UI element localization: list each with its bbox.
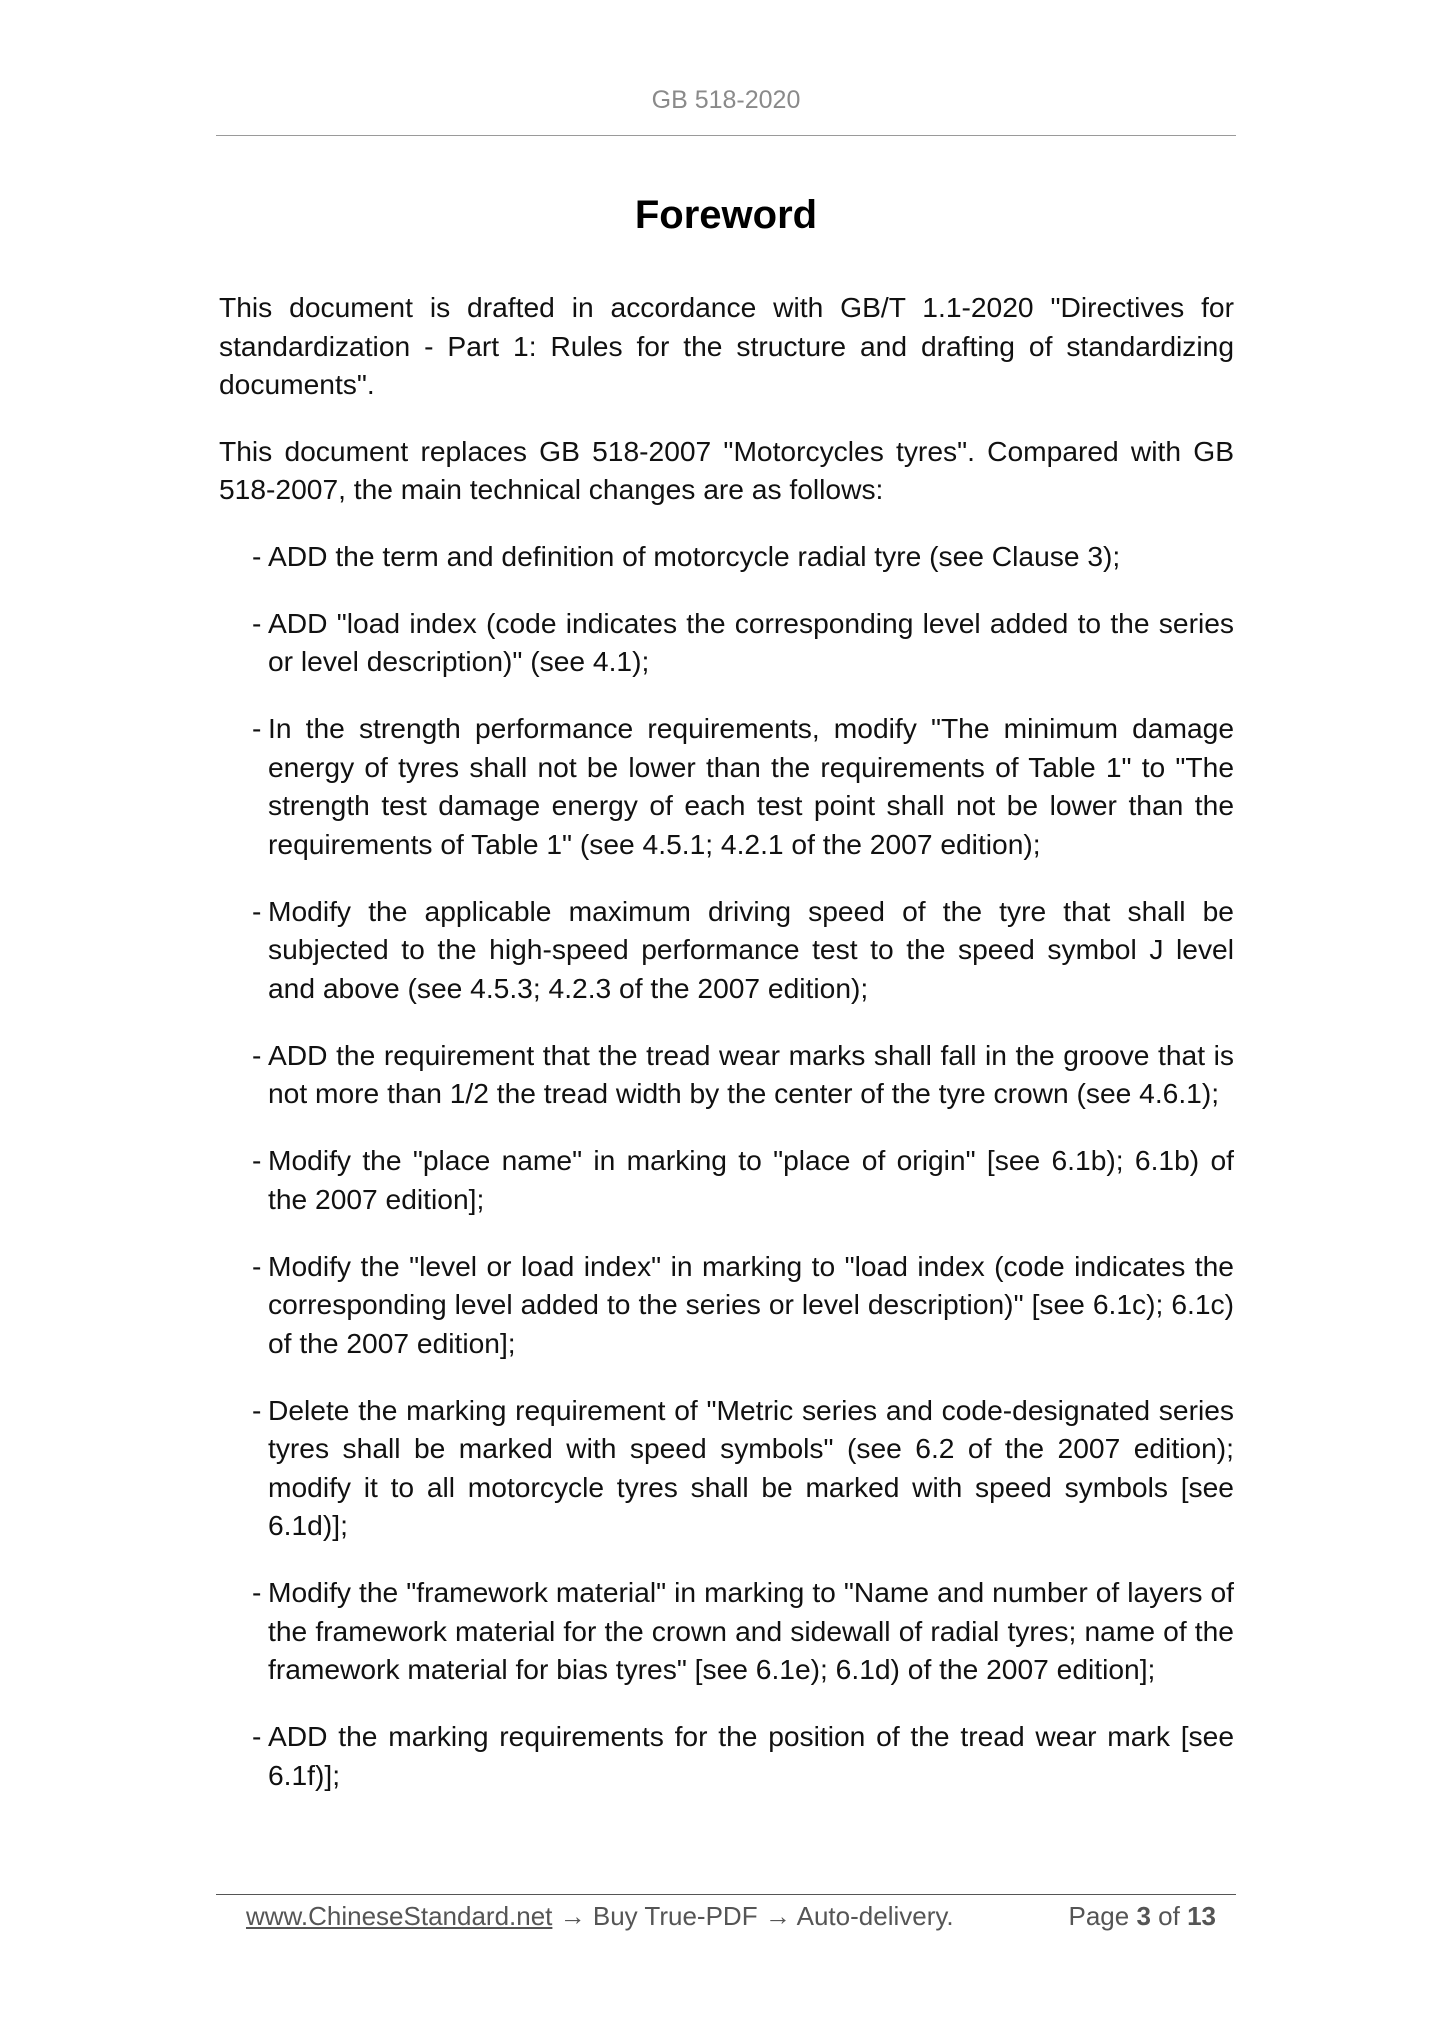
page-title: Foreword (634, 193, 818, 237)
footer-promo (246, 1896, 954, 1936)
footer-step-buy: Buy True-PDF (592, 1901, 758, 1931)
intro-paragraph-replaces: This document replaces GB 518-2007 "Motorcycles tyres". Compared with GB 518-2007, the main technical changes are as follows: (219, 434, 1234, 505)
list-item (252, 1141, 1234, 1218)
list-dash: - (252, 539, 262, 572)
list-item (252, 1717, 1234, 1794)
list-dash: - (252, 1393, 262, 1426)
list-item (252, 1573, 1234, 1689)
website-link[interactable]: www.ChineseStandard.net (246, 1901, 553, 1931)
list-dash: - (252, 894, 262, 927)
list-item (252, 1247, 1234, 1363)
list-item (252, 709, 1234, 863)
list-dash: - (252, 1144, 262, 1176)
page-total: 13 (1187, 1901, 1216, 1931)
page-of-label: of (1158, 1901, 1180, 1931)
list-item-text: ADD "load index (code indicates the corresponding level added to the series or level description)" (see 4.1); (268, 606, 1234, 677)
list-dash: - (252, 606, 262, 639)
list-item-text: ADD the marking requirements for the position of the tread wear mark [see 6.1f)]; (268, 1720, 1234, 1791)
list-item (252, 604, 1234, 681)
page-label: Page (1068, 1901, 1130, 1931)
page-number (1068, 1896, 1216, 1936)
footer-divider (216, 1894, 1236, 1895)
intro-paragraph-drafting: This document is drafted in accordance with GB/T 1.1-2020 "Directives for standardization - Part 1: Rules for the structure and drafting of standardizing documents". (219, 291, 1234, 400)
list-item-text: Delete the marking requirement of "Metric series and code-designated series tyres shall be marked with speed symbols" (see 6.2 of the 2007 edition); modify it to all motorcycle tyres shall be marked with speed symbols [see 6.1d)]; (268, 1393, 1234, 1541)
list-dash: - (252, 1038, 262, 1071)
list-item (252, 1391, 1234, 1545)
list-dash: - (252, 712, 262, 744)
list-item-text: Modify the applicable maximum driving speed of the tyre that shall be subjected to the high-speed performance test to the speed symbol J level and above (see 4.5.3; 4.2.3 of the 2007 edition); (268, 894, 1234, 1004)
document-body (219, 288, 1234, 1823)
list-dash: - (252, 1576, 262, 1608)
list-item-text: Modify the "level or load index" in marking to "load index (code indicates the corresponding level added to the series or level description)" [see 6.1c); 6.1c) of the 2007 edition]; (268, 1249, 1234, 1359)
list-dash: - (252, 1720, 262, 1752)
list-item-text: ADD the term and definition of motorcycle radial tyre (see Clause 3); (268, 539, 1121, 572)
page-current: 3 (1136, 1901, 1151, 1931)
arrow-right-icon: → (764, 1901, 791, 1931)
list-item-text: ADD the requirement that the tread wear marks shall fall in the groove that is not more than 1/2 the tread width by the center of the tyre crown (see 4.6.1); (268, 1038, 1234, 1109)
list-item (252, 892, 1234, 1008)
technical-changes-list (219, 537, 1234, 1795)
list-item (252, 537, 1234, 576)
list-item (252, 1036, 1234, 1113)
arrow-right-icon: → (559, 1901, 586, 1931)
list-item-text: In the strength performance requirements, modify "The minimum damage energy of tyres shall not be lower than the requirements of Table 1" to "The strength test damage energy of each test point shall not be lower than the requirements of Table 1" (see 4.5.1; 4.2.1 of the 2007 edition); (268, 712, 1234, 860)
list-item-text: Modify the "place name" in marking to "place of origin" [see 6.1b); 6.1b) of the 2007 edition]; (268, 1144, 1234, 1215)
list-item-text: Modify the "framework material" in marking to "Name and number of layers of the framework material for the crown and sidewall of radial tyres; name of the framework material for bias tyres" [see 6.1e); 6.1d) of the 2007 edition]; (268, 1576, 1234, 1685)
header-divider (216, 135, 1236, 136)
footer-step-delivery: Auto-delivery. (796, 1901, 954, 1931)
running-header: GB 518-2020 (651, 86, 801, 114)
page-footer (246, 1896, 1216, 1936)
list-dash: - (252, 1249, 262, 1282)
